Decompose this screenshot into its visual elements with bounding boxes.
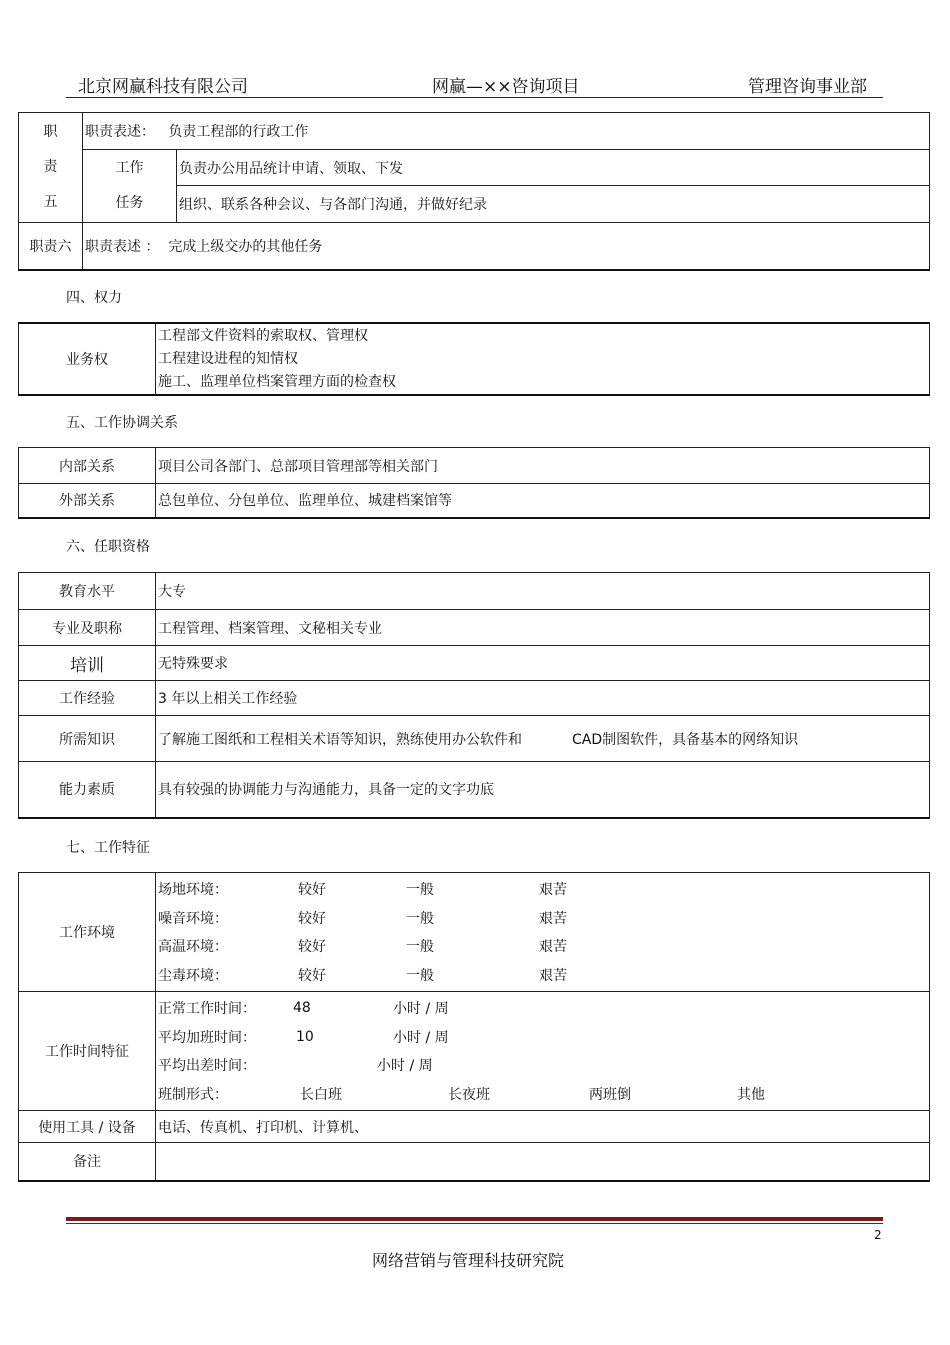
qual-value: 大专 xyxy=(156,573,930,610)
authority-label: 业务权 xyxy=(19,323,156,395)
section4-title: 四、权力 xyxy=(66,290,122,306)
env-row: 尘毒环境： 较好 一般 艰苦 xyxy=(158,967,567,984)
time-row: 平均出差时间： 小时 / 周 xyxy=(158,1058,433,1075)
shift-row: 班制形式： 长白班 长夜班 两班倒 其他 xyxy=(158,1086,765,1103)
notes-label: 备注 xyxy=(19,1143,156,1181)
work-features-table xyxy=(18,872,930,1182)
task-item: 负责办公用品统计申请、领取、下发 xyxy=(177,150,930,186)
qualification-table xyxy=(18,572,930,819)
duty5-description: 职责表述： 负责工程部的行政工作 xyxy=(83,113,930,150)
env-row: 噪音环境： 较好 一般 艰苦 xyxy=(158,910,567,927)
authority-item: 施工、监理单位档案管理方面的检查权 xyxy=(158,373,396,390)
tools-value: 电话、传真机、打印机、计算机、 xyxy=(156,1111,930,1143)
header-department: 管理咨询事业部 xyxy=(748,77,867,97)
authority-items xyxy=(156,323,930,395)
env-row: 场地环境： 较好 一般 艰苦 xyxy=(158,882,567,899)
task-item: 组织、联系各种会议、与各部门沟通，并做好纪录 xyxy=(177,186,930,223)
task-label: 工作 任务 xyxy=(83,150,177,223)
qual-value: 无特殊要求 xyxy=(156,646,930,681)
section7-title: 七、工作特征 xyxy=(66,840,150,856)
authority-item: 工程建设进程的知情权 xyxy=(158,350,298,367)
qual-value: 了解施工图纸和工程相关术语等知识，熟练使用办公软件和 CAD制图软件，具备基本的网络知识 xyxy=(156,716,930,762)
env-rows xyxy=(156,873,930,992)
time-label: 工作时间特征 xyxy=(19,992,156,1111)
footer-org: 网络营销与管理科技研究院 xyxy=(371,1251,564,1270)
header-company: 北京网赢科技有限公司 xyxy=(78,77,248,97)
authority-table xyxy=(18,322,930,396)
qual-value: 工程管理、档案管理、文秘相关专业 xyxy=(156,610,930,646)
header-project: 网赢—××咨询项目 xyxy=(432,77,580,97)
time-row: 平均加班时间： 10 小时 / 周 xyxy=(158,1028,449,1046)
relation-label: 外部关系 xyxy=(19,484,156,518)
page-number: 2 xyxy=(874,1228,882,1242)
time-rows xyxy=(156,992,930,1111)
duty5-label: 职 责 五 xyxy=(19,113,83,223)
qual-label: 工作经验 xyxy=(19,681,156,716)
env-row: 高温环境： 较好 一般 艰苦 xyxy=(158,939,567,956)
footer-rule-thick xyxy=(66,1217,883,1221)
qual-value: 3 年以上相关工作经验 xyxy=(156,681,930,716)
relation-label: 内部关系 xyxy=(19,448,156,484)
tools-label: 使用工具 / 设备 xyxy=(19,1111,156,1143)
qual-label: 能力素质 xyxy=(19,762,156,818)
qual-label: 专业及职称 xyxy=(19,610,156,646)
section6-title: 六、任职资格 xyxy=(66,539,150,555)
relation-value: 总包单位、分包单位、监理单位、城建档案馆等 xyxy=(156,484,930,518)
notes-value xyxy=(156,1143,930,1181)
env-label: 工作环境 xyxy=(19,873,156,992)
duty6-label: 职责六 xyxy=(19,223,83,270)
relations-table xyxy=(18,447,930,519)
header-divider xyxy=(66,97,883,98)
duty-table xyxy=(18,112,930,271)
qual-label: 培训 xyxy=(19,646,156,681)
authority-item: 工程部文件资料的索取权、管理权 xyxy=(158,327,368,344)
qual-label: 所需知识 xyxy=(19,716,156,762)
section5-title: 五、工作协调关系 xyxy=(66,415,178,431)
footer-rule-thin xyxy=(66,1223,883,1224)
time-row: 正常工作时间： 48 小时 / 周 xyxy=(158,1000,449,1018)
duty6-description: 职责表述 ： 完成上级交办的其他任务 xyxy=(83,223,930,270)
relation-value: 项目公司各部门、总部项目管理部等相关部门 xyxy=(156,448,930,484)
qual-label: 教育水平 xyxy=(19,573,156,610)
qual-value: 具有较强的协调能力与沟通能力，具备一定的文字功底 xyxy=(156,762,930,818)
